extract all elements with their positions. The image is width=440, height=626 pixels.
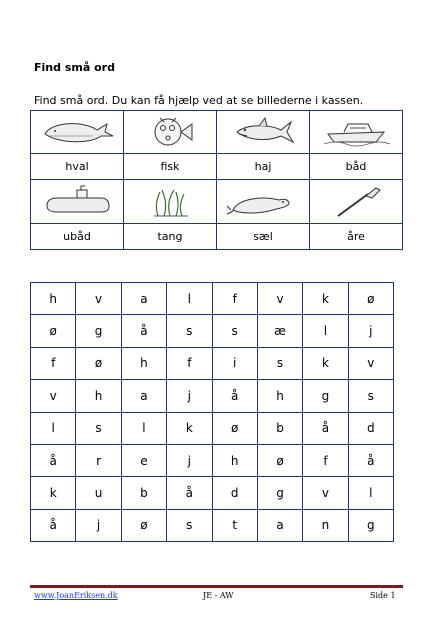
letter-cell[interactable]: ø xyxy=(121,509,166,541)
oar-icon xyxy=(316,184,396,220)
whale-icon xyxy=(37,114,117,150)
word-label: ubåd xyxy=(31,223,124,249)
letter-cell[interactable]: i xyxy=(212,347,257,379)
letter-cell[interactable]: t xyxy=(212,509,257,541)
letter-cell[interactable]: s xyxy=(348,380,393,412)
letter-cell[interactable]: a xyxy=(121,283,166,315)
letter-cell[interactable]: å xyxy=(31,509,76,541)
footer-author: JE - AW xyxy=(203,591,234,600)
shark-icon xyxy=(223,114,303,150)
letter-cell[interactable]: r xyxy=(76,444,121,476)
letter-cell[interactable]: a xyxy=(257,509,302,541)
letter-cell[interactable]: b xyxy=(121,477,166,509)
letter-cell[interactable]: ø xyxy=(257,444,302,476)
letter-cell[interactable]: s xyxy=(212,315,257,347)
letter-cell[interactable]: l xyxy=(31,412,76,444)
letter-cell[interactable]: å xyxy=(303,412,348,444)
picture-cell xyxy=(217,180,310,223)
word-label: hval xyxy=(31,154,124,180)
letter-cell[interactable]: n xyxy=(303,509,348,541)
instruction-text: Find små ord. Du kan få hjælp ved at se billederne i kassen. xyxy=(34,94,364,107)
letter-cell[interactable]: v xyxy=(303,477,348,509)
letter-cell[interactable]: ø xyxy=(76,347,121,379)
grid-row xyxy=(31,477,394,509)
letter-cell[interactable]: s xyxy=(167,509,212,541)
letter-cell[interactable]: b xyxy=(257,412,302,444)
letter-cell[interactable]: å xyxy=(121,315,166,347)
letter-cell[interactable]: j xyxy=(167,444,212,476)
letter-cell[interactable]: l xyxy=(121,412,166,444)
letter-cell[interactable]: l xyxy=(167,283,212,315)
letter-cell[interactable]: v xyxy=(76,283,121,315)
letter-cell[interactable]: d xyxy=(348,412,393,444)
word-label: sæl xyxy=(217,223,310,249)
letter-cell[interactable]: k xyxy=(167,412,212,444)
letter-cell[interactable]: a xyxy=(121,380,166,412)
word-label: åre xyxy=(310,223,403,249)
letter-cell[interactable]: h xyxy=(212,444,257,476)
picture-cell xyxy=(310,180,403,223)
letter-cell[interactable]: l xyxy=(348,477,393,509)
submarine-icon xyxy=(37,184,117,220)
grid-row xyxy=(31,347,394,379)
letter-cell[interactable]: æ xyxy=(257,315,302,347)
boat-icon xyxy=(316,114,396,150)
letter-cell[interactable]: g xyxy=(348,509,393,541)
footer-website-link[interactable]: www.JoanEriksen.dk xyxy=(34,591,118,600)
grid-row xyxy=(31,412,394,444)
picture-cell xyxy=(217,111,310,154)
letter-cell[interactable]: h xyxy=(76,380,121,412)
letter-cell[interactable]: f xyxy=(167,347,212,379)
letter-cell[interactable]: d xyxy=(212,477,257,509)
letter-cell[interactable]: å xyxy=(167,477,212,509)
letter-cell[interactable]: v xyxy=(257,283,302,315)
letter-cell[interactable]: å xyxy=(348,444,393,476)
letter-grid xyxy=(30,282,394,542)
letter-cell[interactable]: f xyxy=(212,283,257,315)
picture-box xyxy=(30,110,403,250)
word-label: båd xyxy=(310,154,403,180)
letter-cell[interactable]: j xyxy=(348,315,393,347)
picture-cell xyxy=(31,111,124,154)
letter-cell[interactable]: s xyxy=(167,315,212,347)
seaweed-icon xyxy=(130,184,210,220)
letter-cell[interactable]: g xyxy=(76,315,121,347)
grid-row xyxy=(31,444,394,476)
letter-cell[interactable]: å xyxy=(31,444,76,476)
letter-cell[interactable]: u xyxy=(76,477,121,509)
letter-cell[interactable]: h xyxy=(257,380,302,412)
letter-cell[interactable]: j xyxy=(76,509,121,541)
word-label: fisk xyxy=(124,154,217,180)
letter-cell[interactable]: l xyxy=(303,315,348,347)
picture-cell xyxy=(124,180,217,223)
letter-cell[interactable]: s xyxy=(76,412,121,444)
word-label: tang xyxy=(124,223,217,249)
page-title: Find små ord xyxy=(34,61,115,74)
picture-cell xyxy=(310,111,403,154)
letter-cell[interactable]: h xyxy=(31,283,76,315)
grid-row xyxy=(31,283,394,315)
picture-cell xyxy=(31,180,124,223)
letter-cell[interactable]: å xyxy=(212,380,257,412)
fish-icon xyxy=(130,114,210,150)
letter-cell[interactable]: ø xyxy=(212,412,257,444)
picture-cell xyxy=(124,111,217,154)
letter-cell[interactable]: e xyxy=(121,444,166,476)
letter-cell[interactable]: v xyxy=(31,380,76,412)
letter-cell[interactable]: s xyxy=(257,347,302,379)
footer-divider xyxy=(30,585,403,588)
letter-cell[interactable]: f xyxy=(303,444,348,476)
word-label: haj xyxy=(217,154,310,180)
letter-cell[interactable]: v xyxy=(348,347,393,379)
letter-cell[interactable]: ø xyxy=(348,283,393,315)
footer-page-number: Side 1 xyxy=(370,591,396,600)
grid-row xyxy=(31,380,394,412)
grid-row xyxy=(31,315,394,347)
letter-cell[interactable]: ø xyxy=(31,315,76,347)
seal-icon xyxy=(223,184,303,220)
letter-cell[interactable]: g xyxy=(257,477,302,509)
letter-cell[interactable]: g xyxy=(303,380,348,412)
letter-cell[interactable]: f xyxy=(31,347,76,379)
letter-cell[interactable]: k xyxy=(303,283,348,315)
letter-cell[interactable]: k xyxy=(303,347,348,379)
letter-cell[interactable]: k xyxy=(31,477,76,509)
letter-cell[interactable]: j xyxy=(167,380,212,412)
grid-row xyxy=(31,509,394,541)
letter-cell[interactable]: h xyxy=(121,347,166,379)
